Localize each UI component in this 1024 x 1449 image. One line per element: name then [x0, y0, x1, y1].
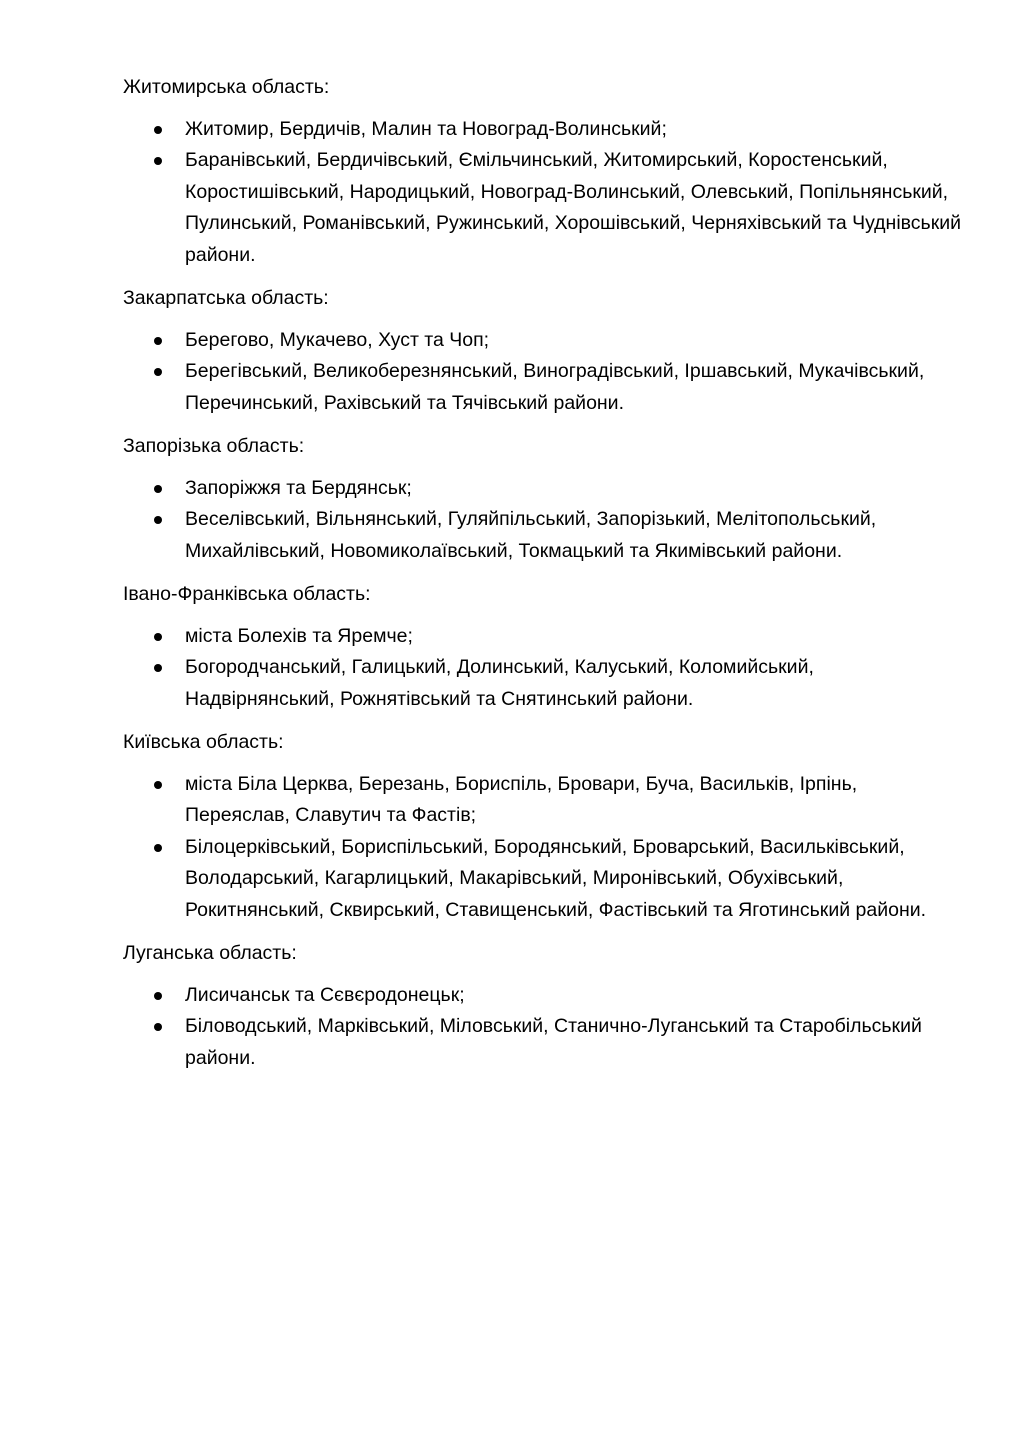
- bullet-icon: [154, 664, 162, 672]
- list-item-text: Берегово, Мукачево, Хуст та Чоп;: [185, 328, 490, 351]
- list-item: [123, 356, 963, 419]
- bullet-icon: [154, 337, 162, 345]
- list-item-text: Веселівський, Вільнянський, Гуляйпільський, Запорізький, Мелітопольський, Михайлівський, Новомиколаївський, Токмацький та Якимівський райони.: [185, 508, 877, 562]
- region-ivano-frankivsk: [123, 579, 963, 715]
- list-item-text: Біловодський, Марківський, Міловський, Станично-Луганський та Старобільський райони.: [185, 1015, 922, 1069]
- bullet-icon: [154, 368, 162, 376]
- list-item: [123, 325, 963, 357]
- list-item: [123, 769, 963, 832]
- region-heading: Луганська область:: [123, 942, 297, 964]
- list-item: [123, 980, 963, 1012]
- bullet-list: [123, 621, 963, 716]
- bullet-icon: [154, 633, 162, 641]
- list-item-text: Баранівський, Бердичівський, Ємільчинський, Житомирський, Коростенський, Коростишівський, Народицький, Новоград-Волинський, Олевський, Попільнянський, Пулинський, Романівський, Ружинський, Хорошівський, Черняхівський та Чуднівський райони.: [185, 149, 962, 266]
- bullet-icon: [154, 781, 162, 789]
- list-item-text: міста Біла Церква, Березань, Бориспіль, Бровари, Буча, Васильків, Ірпінь, Переяслав, Славутич та Фастів;: [185, 772, 858, 826]
- list-item: [123, 832, 963, 927]
- region-zhytomyr: [123, 72, 963, 271]
- list-item-text: Житомир, Бердичів, Малин та Новоград-Волинський;: [185, 117, 667, 140]
- bullet-icon: [154, 516, 162, 524]
- list-item: [123, 473, 963, 505]
- list-item: [123, 1011, 963, 1074]
- bullet-list: [123, 473, 963, 568]
- bullet-list: [123, 325, 963, 420]
- list-item: [123, 114, 963, 146]
- bullet-list: [123, 114, 963, 272]
- list-item: [123, 145, 963, 271]
- document-body: [123, 72, 963, 1086]
- list-item-text: міста Болехів та Яремче;: [185, 624, 413, 647]
- region-heading: Київська область:: [123, 731, 284, 753]
- list-item-text: Берегівський, Великоберезнянський, Виноградівський, Іршавський, Мукачівський, Перечинський, Рахівський та Тячівський райони.: [185, 360, 925, 414]
- list-item-text: Запоріжжя та Бердянськ;: [185, 476, 412, 499]
- bullet-icon: [154, 1023, 162, 1031]
- region-heading: Запорізька область:: [123, 435, 305, 457]
- region-heading: Закарпатська область:: [123, 287, 329, 309]
- bullet-icon: [154, 126, 162, 134]
- region-kyiv: [123, 727, 963, 926]
- list-item: [123, 652, 963, 715]
- list-item: [123, 621, 963, 653]
- region-heading: Житомирська область:: [123, 76, 330, 98]
- region-zakarpattia: [123, 283, 963, 419]
- bullet-list: [123, 769, 963, 927]
- region-zaporizhzhia: [123, 431, 963, 567]
- bullet-icon: [154, 992, 162, 1000]
- region-heading: Івано-Франківська область:: [123, 583, 371, 605]
- bullet-list: [123, 980, 963, 1075]
- bullet-icon: [154, 485, 162, 493]
- region-luhansk: [123, 938, 963, 1074]
- list-item: [123, 504, 963, 567]
- list-item-text: Білоцерківський, Бориспільський, Бородянський, Броварський, Васильківський, Володарський, Кагарлицький, Макарівський, Миронівський, Обухівський, Рокитнянський, Сквирський, Ставищенський, Фастівський та Яготинський райони.: [185, 835, 927, 921]
- bullet-icon: [154, 157, 162, 165]
- list-item-text: Лисичанськ та Сєвєродонецьк;: [185, 983, 465, 1006]
- bullet-icon: [154, 844, 162, 852]
- list-item-text: Богородчанський, Галицький, Долинський, Калуський, Коломийський, Надвірнянський, Рожнятівський та Снятинський райони.: [185, 656, 814, 710]
